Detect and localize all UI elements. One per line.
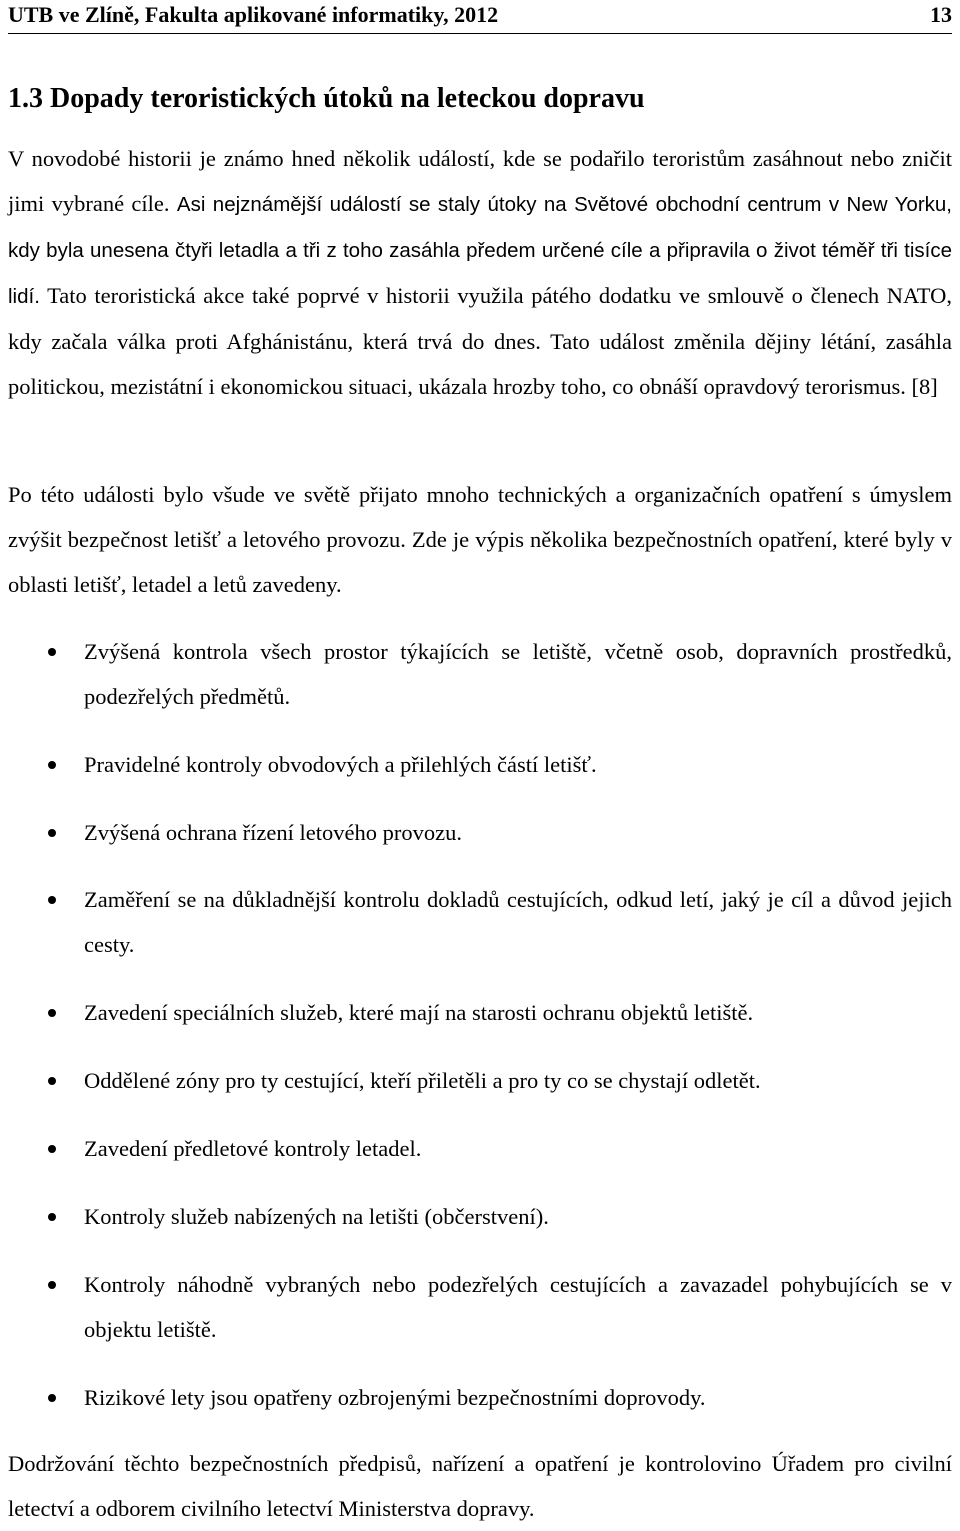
bullet-icon (48, 829, 56, 837)
bullet-icon (48, 761, 56, 769)
bullet-icon (48, 1213, 56, 1221)
paragraph-intro-part1: V novodobé historii je známo hned několik událostí, kde se podařilo teroristům zasáhnout nebo zničit jimi vybrané cíle. (8, 146, 952, 216)
list-item-text: Oddělené zóny pro ty cestující, kteří přiletěli a pro ty co se chystají odletět. (84, 1068, 761, 1093)
paragraph-intro (8, 136, 952, 409)
bullet-icon (48, 1077, 56, 1085)
list-item (84, 1262, 952, 1352)
list-item (84, 877, 952, 967)
page-header (8, 0, 952, 30)
bullet-icon (48, 1145, 56, 1153)
list-item (84, 810, 952, 855)
bullet-icon (48, 896, 56, 904)
bullet-icon (48, 1009, 56, 1017)
paragraph-closing: Dodržování těchto bezpečnostních předpisů, nařízení a opatření je kontrolovino Úřadem pro civilní letectví a odborem civilního letectví Ministerstva dopravy. (8, 1451, 952, 1521)
list-item (84, 742, 952, 787)
list-item-text: Zvýšená ochrana řízení letového provozu. (84, 820, 462, 845)
page-number: 13 (930, 2, 952, 27)
list-item (84, 629, 952, 719)
bullet-icon (48, 1281, 56, 1289)
paragraph-intro-part2: Asi nejznámější událostí se staly útoky na Světové obchodní centrum v New Yorku, kdy byla unesena čtyři letadla a tři z toho zasáhla předem určené cíle a připravila o život téměř tři tisíce lidí. (8, 193, 952, 308)
bullet-icon (48, 1394, 56, 1402)
list-item (84, 1058, 952, 1103)
list-item-text: Zavedení speciálních služeb, které mají na starosti ochranu objektů letiště. (84, 1000, 754, 1025)
list-item-text: Rizikové lety jsou opatřeny ozbrojenými bezpečnostními doprovody. (84, 1385, 706, 1410)
header-title: UTB ve Zlíně, Fakulta aplikované informatiky, 2012 (8, 2, 499, 27)
list-item (84, 1375, 952, 1420)
list-item (84, 1126, 952, 1171)
list-item-text: Zavedení předletové kontroly letadel. (84, 1136, 422, 1161)
paragraph-measures-intro: Po této události bylo všude ve světě přijato mnoho technických a organizačních opatření s úmyslem zvýšit bezpečnost letišť a letového provozu. Zde je výpis několika bezpečnostních opatření, které byly v oblasti letišť, letadel a letů zavedeny. (8, 482, 952, 597)
list-item (84, 990, 952, 1035)
list-item-text: Kontroly náhodně vybraných nebo podezřelých cestujících a zavazadel pohybujících se v objektu letiště. (84, 1272, 952, 1342)
section-heading: 1.3 Dopady teroristických útoků na leteckou dopravu (8, 83, 645, 114)
list-item-text: Pravidelné kontroly obvodových a přilehlých částí letišť. (84, 752, 597, 777)
list-item-text: Kontroly služeb nabízených na letišti (občerstvení). (84, 1204, 549, 1229)
bullet-icon (48, 648, 56, 656)
header-divider (8, 33, 952, 34)
list-item-text: Zvýšená kontrola všech prostor týkajících se letiště, včetně osob, dopravních prostředků, podezřelých předmětů. (84, 639, 952, 709)
list-item (84, 1194, 952, 1239)
list-item-text: Zaměření se na důkladnější kontrolu dokladů cestujících, odkud letí, jaký je cíl a důvod jejich cesty. (84, 887, 952, 957)
paragraph-intro-part3: Tato teroristická akce také poprvé v historii využila pátého dodatku ve smlouvě o členech NATO, kdy začala válka proti Afghánistánu, která trvá do dnes. Tato událost změnila dějiny létání, zasáhla politickou, mezistátní i ekonomickou situaci, ukázala hrozby toho, co obnáší opravdový terorismus. [8] (8, 283, 952, 399)
